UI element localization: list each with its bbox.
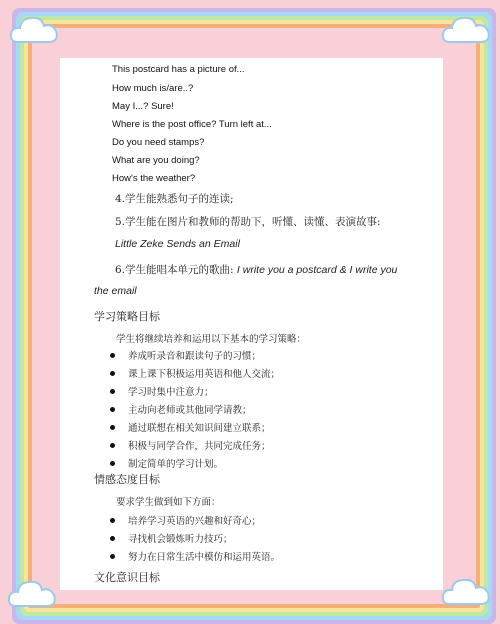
list-item: 课上课下积极运用英语和他人交流； (110, 366, 280, 380)
attitude-heading: 情感态度目标 (94, 473, 160, 486)
attitude-intro: 要求学生做到如下方面： (116, 497, 221, 508)
goal-item-5: 5.学生能在图片和教师的帮助下，听懂、读懂、表演故事: (115, 216, 381, 228)
list-item: 主动向老师或其他同学请教； (110, 402, 252, 416)
list-item: 养成听录音和跟读句子的习惯； (110, 348, 261, 362)
bullet-icon (110, 443, 115, 448)
list-item: 学习时集中注意力； (110, 384, 214, 398)
strategy-heading: 学习策略目标 (94, 310, 160, 323)
list-item: 培养学习英语的兴趣和好奇心； (110, 513, 261, 527)
bullet-icon (110, 389, 115, 394)
list-item: 寻找机会锻炼听力技巧； (110, 531, 233, 545)
bullet-icon (110, 353, 115, 358)
song-title-continued: the email (94, 285, 137, 297)
bullet-icon (110, 407, 115, 412)
bullet-icon (110, 554, 115, 559)
strategy-intro: 学生将继续培养和运用以下基本的学习策略： (116, 334, 307, 345)
phrase-line: This postcard has a picture of... (112, 64, 245, 75)
cloud-icon (8, 12, 60, 46)
story-title: Little Zeke Sends an Email (115, 238, 240, 250)
cloud-icon (440, 12, 492, 46)
goal-item-6-prefix: 6.学生能唱本单元的歌曲: (115, 264, 237, 276)
bullet-icon (110, 371, 115, 376)
bullet-icon (110, 425, 115, 430)
list-item: 制定简单的学习计划。 (110, 456, 223, 470)
song-title: I write you a postcard & I write you (236, 264, 398, 276)
list-item: 通过联想在相关知识间建立联系； (110, 420, 271, 434)
goal-item-4: 4.学生能熟悉句子的连读; (115, 193, 234, 205)
phrase-line: How much is/are..? (112, 83, 194, 94)
phrase-line: Where is the post office? Turn left at... (112, 119, 272, 130)
list-item: 积极与同学合作，共同完成任务； (110, 438, 271, 452)
cloud-icon (6, 576, 58, 610)
bullet-icon (110, 461, 115, 466)
list-item: 努力在日常生活中模仿和运用英语。 (110, 549, 280, 563)
document-page (60, 58, 443, 590)
bullet-icon (110, 518, 115, 523)
goal-item-6 (115, 262, 397, 277)
phrase-line: What are you doing? (112, 155, 200, 166)
phrase-line: May I...? Sure! (112, 101, 174, 112)
culture-heading: 文化意识目标 (94, 571, 160, 584)
cloud-icon (440, 574, 492, 608)
phrase-line: Do you need stamps? (112, 137, 205, 148)
bullet-icon (110, 536, 115, 541)
phrase-line: How's the weather? (112, 173, 196, 184)
